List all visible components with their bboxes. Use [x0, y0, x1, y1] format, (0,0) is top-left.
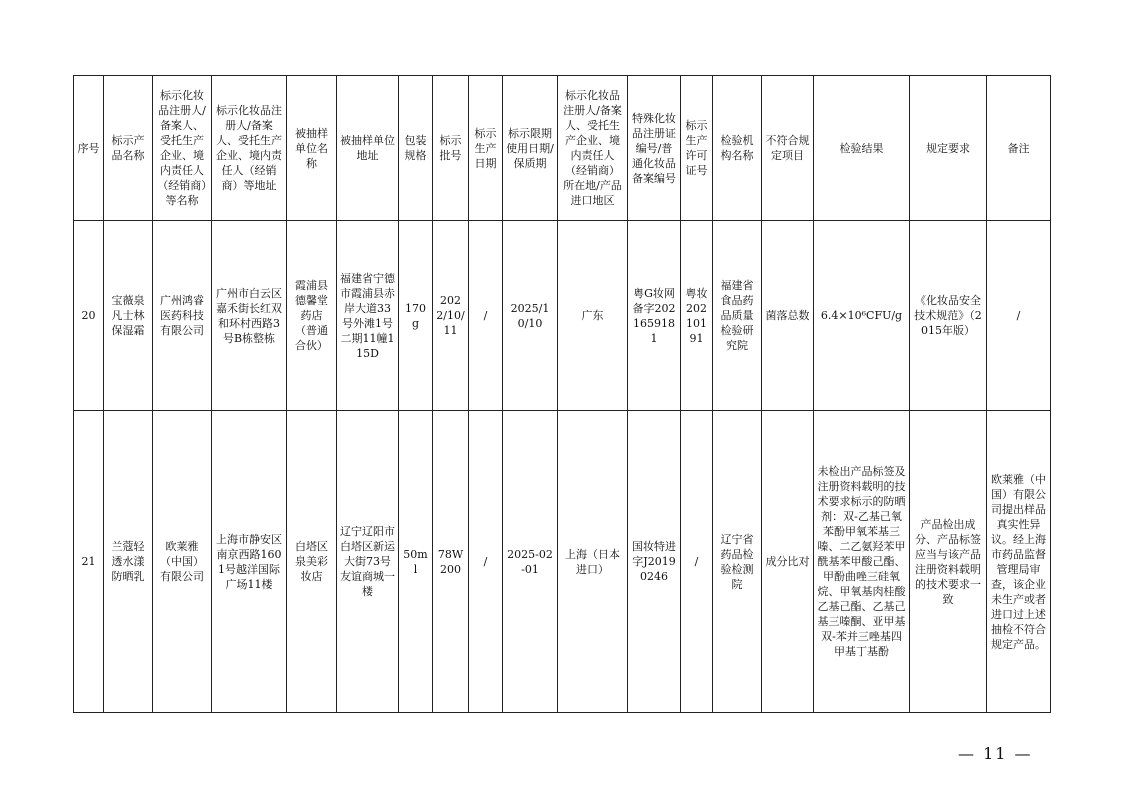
header-cell: 检验机构名称: [713, 76, 762, 221]
header-cell: 被抽样单位名称: [287, 76, 337, 221]
table-cell: 宝薇泉凡士林保湿霜: [104, 221, 153, 411]
header-cell: 特殊化妆品注册证编号/普通化妆品备案编号: [628, 76, 681, 221]
table-cell: 2025-02-01: [503, 411, 558, 713]
table-header-row: [74, 76, 1051, 221]
table-cell: 78W200: [433, 411, 469, 713]
table-cell: 成分比对: [762, 411, 814, 713]
header-cell: 备注: [987, 76, 1051, 221]
header-cell: 规定要求: [910, 76, 987, 221]
inspection-results-table: [73, 75, 1051, 713]
table-cell: 欧莱雅（中国）有限公司提出样品真实性异议。经上海市药品监督管理局审查，该企业未生产或者进口过上述抽检不符合规定产品。: [987, 411, 1051, 713]
table-cell: 霞浦县德馨堂药店（普通合伙）: [287, 221, 337, 411]
table-cell: 辽宁省药品检验检测院: [713, 411, 762, 713]
table-cell: 福建省食品药品质量检验研究院: [713, 221, 762, 411]
table-row: [74, 221, 1051, 411]
table-cell: 21: [74, 411, 104, 713]
page-number: — 11 —: [958, 744, 1033, 763]
table-cell: 产品检出成分、产品标签应当与该产品注册资料载明的技术要求一致: [910, 411, 987, 713]
header-cell: 标示化妆品注册人/备案人、受托生产企业、境内责任人（经销商）等地址: [212, 76, 287, 221]
table-cell: 欧莱雅（中国）有限公司: [153, 411, 212, 713]
header-cell: 标示产品名称: [104, 76, 153, 221]
table-cell: 170g: [399, 221, 433, 411]
table-cell: 福建省宁德市霞浦县赤岸大道33号外滩1号二期11幢115D: [337, 221, 399, 411]
table-cell: 上海（日本进口）: [558, 411, 628, 713]
table-cell: 未检出产品标签及注册资料载明的技术要求标示的防晒剂：双-乙基己氧苯酚甲氧苯基三嗪、二乙氨羟苯甲酰基苯甲酸己酯、甲酚曲唑三硅氧烷、甲氧基肉桂酸乙基己酯、乙基己基三嗪酮、亚甲基双-苯并三唑基四甲基丁基酚: [814, 411, 910, 713]
table-cell: 辽宁辽阳市白塔区新运大街73号友谊商城一楼: [337, 411, 399, 713]
header-cell: 不符合规定项目: [762, 76, 814, 221]
table-cell: 粤G妆网备字2021659181: [628, 221, 681, 411]
table-cell: 《化妆品安全技术规范》（2015年版）: [910, 221, 987, 411]
table-cell: 广东: [558, 221, 628, 411]
header-cell: 标示生产日期: [469, 76, 503, 221]
table-cell: /: [469, 411, 503, 713]
table-cell: 菌落总数: [762, 221, 814, 411]
table-cell: 6.4×10⁶CFU/g: [814, 221, 910, 411]
header-cell: 标示化妆品注册人/备案人、受托生产企业、境内责任人（经销商）所在地/产品进口地区: [558, 76, 628, 221]
table-cell: 20: [74, 221, 104, 411]
header-cell: 标示批号: [433, 76, 469, 221]
table-cell: 广州鸿睿医药科技有限公司: [153, 221, 212, 411]
header-cell: 标示生产许可证号: [681, 76, 713, 221]
table-cell: /: [681, 411, 713, 713]
table-row: [74, 411, 1051, 713]
header-cell: 包装规格: [399, 76, 433, 221]
header-cell: 序号: [74, 76, 104, 221]
header-cell: 被抽样单位地址: [337, 76, 399, 221]
table-cell: 2025/10/10: [503, 221, 558, 411]
table-cell: 粤妆20210191: [681, 221, 713, 411]
header-cell: 标示限期使用日期/保质期: [503, 76, 558, 221]
header-cell: 检验结果: [814, 76, 910, 221]
table-cell: 国妆特进字J20190246: [628, 411, 681, 713]
table-cell: 50ml: [399, 411, 433, 713]
header-cell: 标示化妆品注册人/备案人、受托生产企业、境内责任人（经销商）等名称: [153, 76, 212, 221]
table-cell: 2022/10/11: [433, 221, 469, 411]
table-cell: /: [469, 221, 503, 411]
table-cell: 兰蔻轻透水漾防晒乳: [104, 411, 153, 713]
table-cell: 白塔区泉美彩妆店: [287, 411, 337, 713]
table-cell: 上海市静安区南京西路1601号越洋国际广场11楼: [212, 411, 287, 713]
table-cell: 广州市白云区嘉禾街长红双和环村西路3号B栋整栋: [212, 221, 287, 411]
table-cell: /: [987, 221, 1051, 411]
